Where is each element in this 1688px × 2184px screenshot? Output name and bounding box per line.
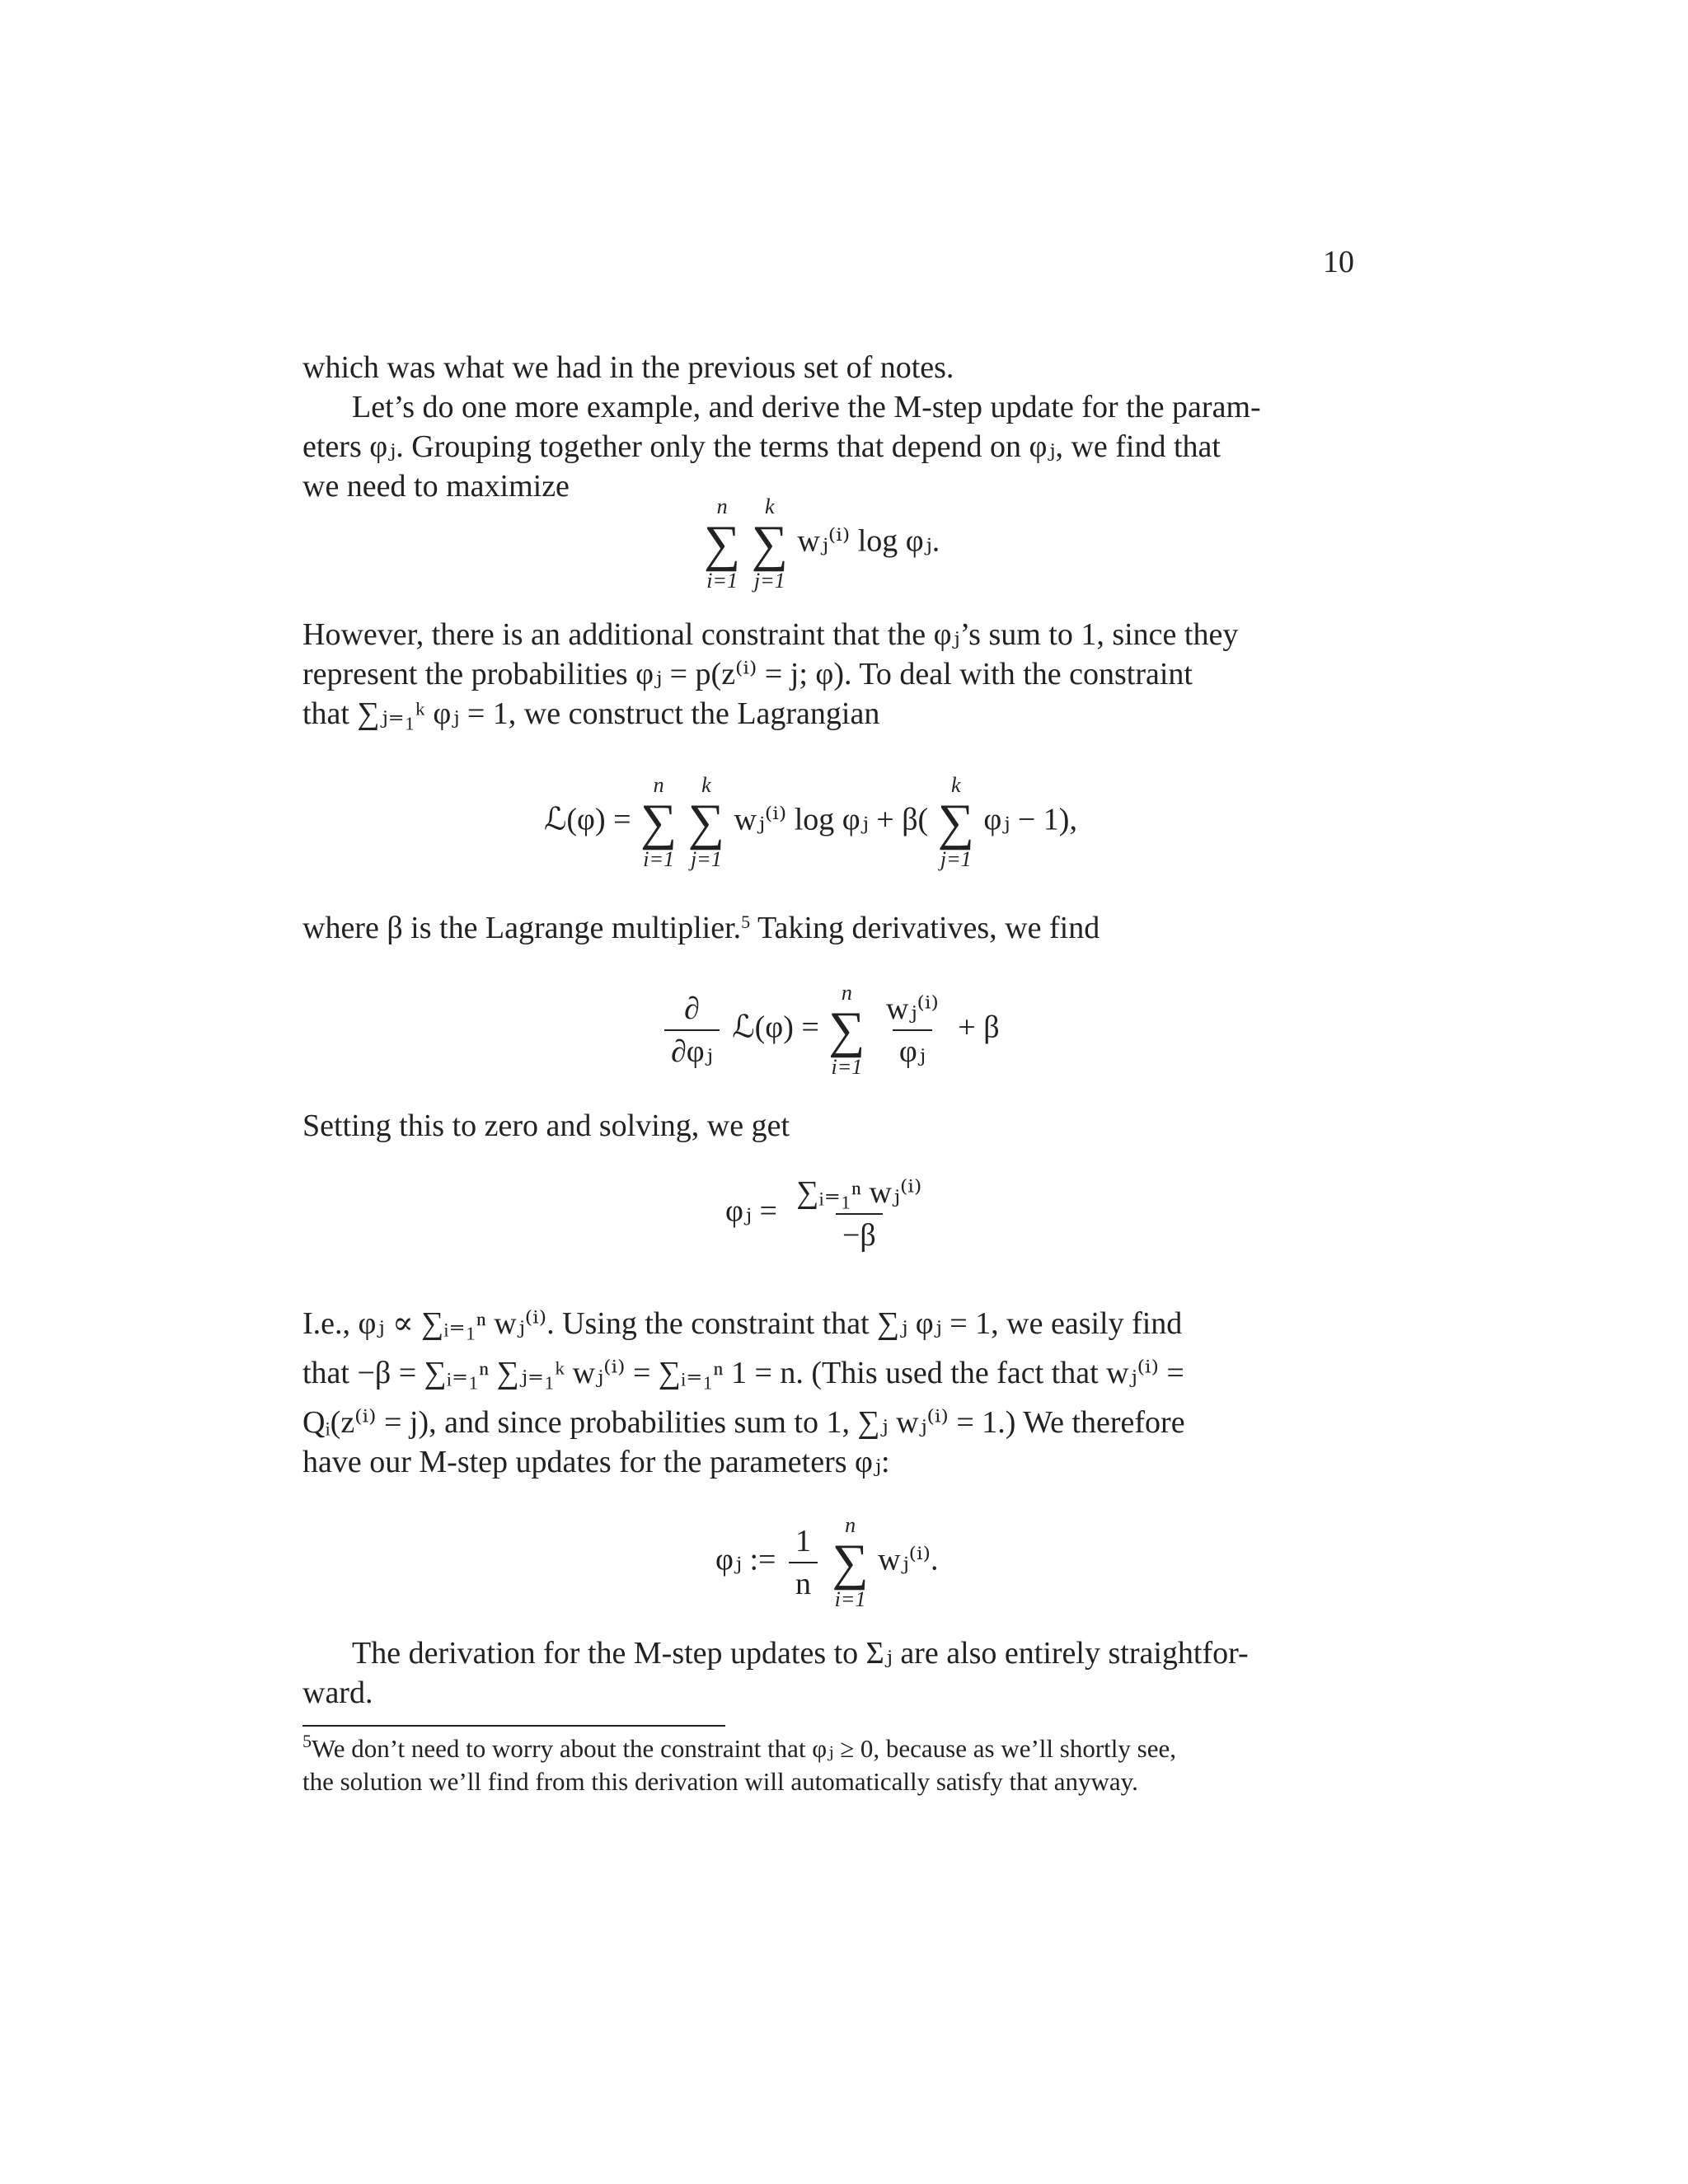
paragraph-line: Let’s do one more example, and derive the M-step update for the param- [352, 390, 1261, 424]
paragraph-line: Setting this to zero and solving, we get [302, 1108, 790, 1143]
summation: n ∑ i=1 [832, 1513, 869, 1611]
summation: k ∑ j=1 [937, 773, 974, 871]
paragraph-line: I.e., φⱼ ∝ ∑ᵢ₌₁ⁿ wⱼ⁽ⁱ⁾. Using the constraint that ∑ⱼ φⱼ = 1, we easily find [302, 1306, 1183, 1341]
footnote-marker: 5 [302, 1731, 312, 1751]
equation-objective [702, 494, 940, 593]
paragraph-line: The derivation for the M-step updates to Σⱼ are also entirely straightfor- [352, 1636, 1249, 1671]
footnote-line: the solution we’ll find from this derivation will automatically satisfy that anyway. [302, 1767, 1138, 1796]
paragraph-line: However, there is an additional constraint that the φⱼ’s sum to 1, since they [302, 617, 1239, 652]
page-number: 10 [1323, 245, 1354, 279]
equation-mid: ℒ(φ) = [732, 1010, 819, 1045]
footnote-marker: 5 [741, 912, 751, 932]
fraction: $\frac{1}{n}$ [789, 1526, 818, 1600]
paragraph-line: that −β = ∑ᵢ₌₁ⁿ ∑ⱼ₌₁ᵏ wⱼ⁽ⁱ⁾ = ∑ᵢ₌₁ⁿ 1 = n. (This used the fact that wⱼ⁽ⁱ⁾ = [302, 1356, 1184, 1390]
equation-body: wⱼ⁽ⁱ⁾. [878, 1542, 939, 1577]
paragraph-line: have our M-step updates for the parameters φⱼ: [302, 1445, 890, 1479]
equation-lhs: ℒ(φ) = [544, 802, 631, 837]
equation-body: wⱼ⁽ⁱ⁾ log φⱼ. [797, 523, 940, 559]
equation-update [715, 1513, 938, 1612]
summation: k ∑ j=1 [687, 773, 724, 871]
summation: k ∑ j=1 [751, 494, 788, 593]
paragraph-line [302, 908, 1359, 952]
fraction: $\frac{\text{∑ᵢ₌₁ⁿ wⱼ⁽ⁱ⁾}}{-\beta}$ [796, 1175, 922, 1253]
equation-body: wⱼ⁽ⁱ⁾ log φⱼ + β( [734, 802, 929, 837]
footnote-line [302, 1732, 1359, 1768]
summation: n ∑ i=1 [704, 494, 741, 593]
paragraph-line: which was what we had in the previous set of notes. [302, 350, 954, 385]
equation-derivative [659, 981, 1000, 1080]
paragraph-line: Qᵢ(z⁽ⁱ⁾ = j), and since probabilities sum to 1, ∑ⱼ wⱼ⁽ⁱ⁾ = 1.) We therefore [302, 1405, 1185, 1440]
equation-solution [725, 1177, 933, 1251]
fraction: $\frac{\partial}{\text{∂φⱼ}}$ [664, 993, 720, 1067]
paragraph-line: we need to maximize [302, 469, 570, 504]
paragraph-line: that ∑ⱼ₌₁ᵏ φⱼ = 1, we construct the Lagrangian [302, 696, 880, 731]
paragraph-line: ward. [302, 1675, 373, 1710]
equation-lhs: φⱼ := [715, 1542, 776, 1577]
equation-tail: φⱼ − 1), [983, 802, 1077, 837]
equation-lagrangian [544, 773, 1077, 872]
footnote-rule [302, 1725, 725, 1727]
summation: n ∑ i=1 [640, 773, 678, 871]
equation-lhs: φⱼ = [725, 1193, 777, 1229]
paragraph-line: eters φⱼ. Grouping together only the terms that depend on φⱼ, we find that [302, 429, 1221, 464]
footnote-text: We don’t need to worry about the constraint that φⱼ ≥ 0, because as we’ll shortly see, [312, 1734, 1176, 1763]
paragraph-text: where β is the Lagrange multiplier. [302, 911, 742, 945]
paragraph-text: Taking derivatives, we find [750, 911, 1100, 945]
fraction: $\frac{\text{wⱼ⁽ⁱ⁾}}{\text{φⱼ}}$ [886, 991, 939, 1069]
paragraph-line: represent the probabilities φⱼ = p(z⁽ⁱ⁾ = j; φ). To deal with the constraint [302, 657, 1193, 691]
summation: n ∑ i=1 [828, 981, 865, 1079]
equation-tail: + β [958, 1010, 1000, 1045]
